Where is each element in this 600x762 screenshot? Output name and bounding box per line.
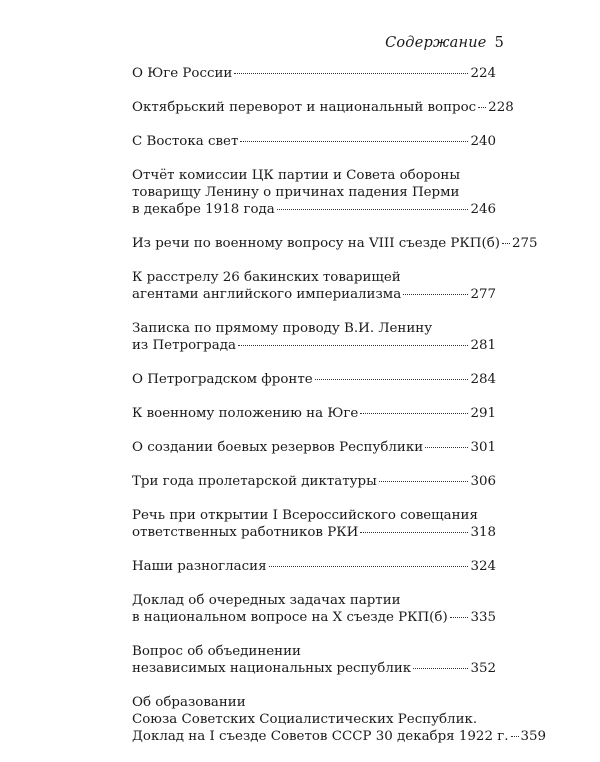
dot-leader	[403, 294, 468, 295]
dot-leader	[478, 107, 486, 108]
running-header	[385, 35, 504, 51]
toc-entry-page-number: 324	[470, 559, 496, 574]
toc-entry-last-line	[132, 728, 547, 745]
toc-entry-title-line: ответственных работников РКИ	[132, 525, 359, 540]
toc-entry-title-line: товарищу Ленину о причинах падения Перми	[132, 185, 460, 200]
toc-entry-page-number: 228	[488, 100, 514, 115]
toc-entry-title-line: независимых национальных республик	[132, 661, 412, 676]
toc-entry[interactable]	[132, 592, 496, 626]
toc-entry-title-line: Вопрос об объединении	[132, 644, 301, 659]
toc-entry-last-line	[132, 371, 496, 388]
toc-entry-title-line: Союза Советских Социалистических Республик.	[132, 712, 478, 727]
toc-entry[interactable]	[132, 473, 496, 490]
toc-entry-last-line	[132, 524, 496, 541]
toc-entry-last-line	[132, 99, 514, 116]
toc-entry[interactable]	[132, 558, 496, 575]
toc-entry[interactable]	[132, 167, 496, 218]
toc-entry-page-number: 291	[470, 406, 496, 421]
toc-entry-page-number: 246	[470, 202, 496, 217]
toc-entry-page-number: 284	[470, 372, 496, 387]
toc-entry-last-line	[132, 235, 538, 252]
toc-entry-title-line: Три года пролетарской диктатуры	[132, 474, 377, 489]
toc-entry-title-line: О Юге России	[132, 66, 233, 81]
toc-entry-title-line: Доклад на I съезде Советов СССР 30 декабря 1922 г.	[132, 729, 509, 744]
toc-entry-last-line	[132, 65, 496, 82]
toc-entry-page-number: 306	[470, 474, 496, 489]
toc-entry[interactable]	[132, 269, 496, 303]
toc-entry[interactable]	[132, 320, 496, 354]
toc-entry-last-line	[132, 660, 496, 677]
toc-entry[interactable]	[132, 99, 514, 116]
toc-entry-title-line: из Петрограда	[132, 338, 236, 353]
dot-leader	[360, 532, 468, 533]
toc-entry-last-line	[132, 201, 496, 218]
toc-entry-last-line	[132, 405, 496, 422]
header-page-number: 5	[494, 35, 504, 51]
toc-entry-page-number: 224	[470, 66, 496, 81]
toc-entry-title-line: Доклад об очередных задачах партии	[132, 593, 401, 608]
toc-entry-page-number: 277	[470, 287, 496, 302]
toc-entry-last-line	[132, 286, 496, 303]
toc-entry-title-line: Наши разногласия	[132, 559, 267, 574]
toc-entry-last-line	[132, 133, 496, 150]
dot-leader	[511, 736, 519, 737]
toc-entry[interactable]	[132, 65, 496, 82]
toc-entry[interactable]	[132, 235, 538, 252]
toc-entry[interactable]	[132, 439, 496, 456]
dot-leader	[269, 566, 469, 567]
toc-entry-title-line: Октябрьский переворот и национальный вопрос	[132, 100, 477, 115]
toc-entry-last-line	[132, 337, 496, 354]
toc-entry-page-number: 240	[470, 134, 496, 149]
toc-entry-last-line	[132, 439, 496, 456]
toc-entry-title-line: О создании боевых резервов Республики	[132, 440, 424, 455]
toc-entry[interactable]	[132, 133, 496, 150]
dot-leader	[450, 617, 469, 618]
toc-entry-title-line: Об образовании	[132, 695, 246, 710]
toc-entry-title-line: Записка по прямому проводу В.И. Ленину	[132, 321, 433, 336]
table-of-contents	[132, 65, 547, 762]
toc-entry-page-number: 301	[470, 440, 496, 455]
dot-leader	[240, 141, 468, 142]
dot-leader	[360, 413, 468, 414]
toc-entry[interactable]	[132, 694, 547, 745]
header-title: Содержание	[385, 35, 487, 51]
toc-entry-page-number: 352	[470, 661, 496, 676]
dot-leader	[234, 73, 468, 74]
toc-entry-title-line: в национальном вопросе на X съезде РКП(б)	[132, 610, 448, 625]
dot-leader	[413, 668, 468, 669]
toc-entry[interactable]	[132, 507, 496, 541]
dot-leader	[315, 379, 469, 380]
toc-entry-title-line: в декабре 1918 года	[132, 202, 275, 217]
toc-entry-page-number: 359	[520, 729, 547, 744]
toc-entry-title-line: К расстрелу 26 бакинских товарищей	[132, 270, 401, 285]
toc-entry[interactable]	[132, 405, 496, 422]
toc-entry-page-number: 275	[512, 236, 538, 251]
toc-entry-title-line: О Петроградском фронте	[132, 372, 313, 387]
toc-entry-last-line	[132, 558, 496, 575]
toc-entry[interactable]	[132, 643, 496, 677]
dot-leader	[502, 243, 510, 244]
toc-entry-title-line: Из речи по военному вопросу на VIII съезде РКП(б)	[132, 236, 500, 251]
toc-entry-last-line	[132, 473, 496, 490]
dot-leader	[379, 481, 469, 482]
toc-entry-title-line: Отчёт комиссии ЦК партии и Совета обороны	[132, 168, 460, 183]
toc-entry-title-line: К военному положению на Юге	[132, 406, 359, 421]
dot-leader	[277, 209, 469, 210]
toc-entry-title-line: Речь при открытии I Всероссийского совещания	[132, 508, 478, 523]
toc-entry-page-number: 318	[470, 525, 496, 540]
toc-entry-title-line: агентами английского империализма	[132, 287, 402, 302]
dot-leader	[425, 447, 468, 448]
dot-leader	[238, 345, 469, 346]
toc-entry-page-number: 335	[470, 610, 496, 625]
toc-entry-title-line: С Востока свет	[132, 134, 239, 149]
toc-entry-last-line	[132, 609, 496, 626]
toc-entry[interactable]	[132, 371, 496, 388]
toc-entry-page-number: 281	[470, 338, 496, 353]
